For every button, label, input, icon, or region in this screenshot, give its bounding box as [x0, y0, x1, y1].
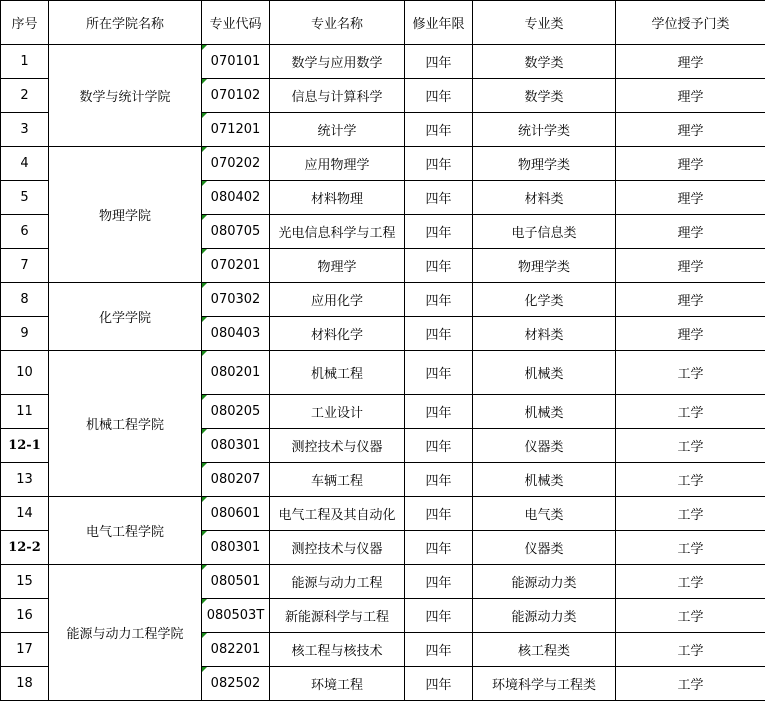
row-major-name: 光电信息科学与工程	[270, 215, 405, 249]
row-years: 四年	[405, 667, 473, 701]
row-seq: 2	[1, 79, 49, 113]
row-major-name: 核工程与核技术	[270, 633, 405, 667]
row-category: 环境科学与工程类	[473, 667, 616, 701]
row-degree: 理学	[616, 317, 765, 351]
row-major-name: 应用物理学	[270, 147, 405, 181]
row-years: 四年	[405, 181, 473, 215]
row-code: 070101	[202, 45, 270, 79]
row-major-name: 车辆工程	[270, 463, 405, 497]
row-code: 070202	[202, 147, 270, 181]
row-degree: 工学	[616, 497, 765, 531]
row-years: 四年	[405, 633, 473, 667]
row-seq: 12-1	[1, 429, 49, 463]
row-years: 四年	[405, 395, 473, 429]
row-category: 能源动力类	[473, 565, 616, 599]
row-major-name: 物理学	[270, 249, 405, 283]
row-category: 仪器类	[473, 531, 616, 565]
row-degree: 工学	[616, 395, 765, 429]
row-degree: 理学	[616, 249, 765, 283]
header-code: 专业代码	[202, 1, 270, 45]
row-major-name: 测控技术与仪器	[270, 429, 405, 463]
row-years: 四年	[405, 283, 473, 317]
row-major-name: 机械工程	[270, 351, 405, 395]
row-category: 物理学类	[473, 147, 616, 181]
row-code: 071201	[202, 113, 270, 147]
row-seq: 17	[1, 633, 49, 667]
row-years: 四年	[405, 79, 473, 113]
row-category: 物理学类	[473, 249, 616, 283]
row-category: 数学类	[473, 45, 616, 79]
row-code: 080601	[202, 497, 270, 531]
college-cell: 能源与动力工程学院	[49, 565, 202, 701]
row-years: 四年	[405, 463, 473, 497]
row-degree: 工学	[616, 667, 765, 701]
row-degree: 理学	[616, 283, 765, 317]
row-code: 070102	[202, 79, 270, 113]
row-code: 080207	[202, 463, 270, 497]
row-code: 082201	[202, 633, 270, 667]
row-major-name: 材料物理	[270, 181, 405, 215]
row-degree: 理学	[616, 147, 765, 181]
header-college: 所在学院名称	[49, 1, 202, 45]
header-major-name: 专业名称	[270, 1, 405, 45]
row-years: 四年	[405, 45, 473, 79]
row-code: 070201	[202, 249, 270, 283]
row-degree: 理学	[616, 215, 765, 249]
row-years: 四年	[405, 215, 473, 249]
row-code: 080301	[202, 429, 270, 463]
row-code: 082502	[202, 667, 270, 701]
row-degree: 工学	[616, 463, 765, 497]
table-row	[1, 45, 765, 79]
table-row	[1, 565, 765, 599]
row-code: 080201	[202, 351, 270, 395]
row-category: 电子信息类	[473, 215, 616, 249]
row-years: 四年	[405, 147, 473, 181]
row-major-name: 数学与应用数学	[270, 45, 405, 79]
row-degree: 工学	[616, 429, 765, 463]
row-major-name: 统计学	[270, 113, 405, 147]
row-seq: 12-2	[1, 531, 49, 565]
header-row	[1, 1, 765, 45]
row-degree: 理学	[616, 113, 765, 147]
college-cell: 电气工程学院	[49, 497, 202, 565]
row-category: 数学类	[473, 79, 616, 113]
row-seq: 6	[1, 215, 49, 249]
header-category: 专业类	[473, 1, 616, 45]
row-seq: 13	[1, 463, 49, 497]
row-category: 能源动力类	[473, 599, 616, 633]
row-years: 四年	[405, 113, 473, 147]
row-category: 核工程类	[473, 633, 616, 667]
row-degree: 工学	[616, 633, 765, 667]
row-seq: 15	[1, 565, 49, 599]
row-category: 化学类	[473, 283, 616, 317]
table-row	[1, 351, 765, 395]
header-seq: 序号	[1, 1, 49, 45]
college-cell: 化学学院	[49, 283, 202, 351]
row-years: 四年	[405, 429, 473, 463]
row-years: 四年	[405, 351, 473, 395]
row-seq: 14	[1, 497, 49, 531]
header-years: 修业年限	[405, 1, 473, 45]
row-major-name: 工业设计	[270, 395, 405, 429]
row-category: 电气类	[473, 497, 616, 531]
row-degree: 理学	[616, 45, 765, 79]
row-code: 080705	[202, 215, 270, 249]
row-code: 080402	[202, 181, 270, 215]
row-seq: 3	[1, 113, 49, 147]
row-code: 080205	[202, 395, 270, 429]
row-major-name: 新能源科学与工程	[270, 599, 405, 633]
row-degree: 工学	[616, 565, 765, 599]
row-category: 材料类	[473, 181, 616, 215]
row-degree: 工学	[616, 351, 765, 395]
row-major-name: 应用化学	[270, 283, 405, 317]
row-category: 统计学类	[473, 113, 616, 147]
row-seq: 5	[1, 181, 49, 215]
row-seq: 18	[1, 667, 49, 701]
row-seq: 9	[1, 317, 49, 351]
row-code: 080403	[202, 317, 270, 351]
row-years: 四年	[405, 565, 473, 599]
row-major-name: 材料化学	[270, 317, 405, 351]
row-category: 机械类	[473, 351, 616, 395]
row-years: 四年	[405, 249, 473, 283]
row-category: 机械类	[473, 463, 616, 497]
row-years: 四年	[405, 599, 473, 633]
row-code: 080501	[202, 565, 270, 599]
row-major-name: 信息与计算科学	[270, 79, 405, 113]
row-seq: 1	[1, 45, 49, 79]
row-major-name: 电气工程及其自动化	[270, 497, 405, 531]
table-row	[1, 147, 765, 181]
row-seq: 11	[1, 395, 49, 429]
row-seq: 8	[1, 283, 49, 317]
header-degree: 学位授予门类	[616, 1, 765, 45]
college-cell: 数学与统计学院	[49, 45, 202, 147]
row-degree: 工学	[616, 599, 765, 633]
row-degree: 工学	[616, 531, 765, 565]
row-degree: 理学	[616, 181, 765, 215]
table-row	[1, 497, 765, 531]
row-years: 四年	[405, 317, 473, 351]
row-seq: 7	[1, 249, 49, 283]
row-major-name: 能源与动力工程	[270, 565, 405, 599]
row-category: 材料类	[473, 317, 616, 351]
row-seq: 4	[1, 147, 49, 181]
college-cell: 物理学院	[49, 147, 202, 283]
row-major-name: 环境工程	[270, 667, 405, 701]
row-code: 080301	[202, 531, 270, 565]
row-years: 四年	[405, 497, 473, 531]
row-years: 四年	[405, 531, 473, 565]
row-code: 070302	[202, 283, 270, 317]
row-category: 仪器类	[473, 429, 616, 463]
college-cell: 机械工程学院	[49, 351, 202, 497]
row-seq: 16	[1, 599, 49, 633]
row-major-name: 测控技术与仪器	[270, 531, 405, 565]
row-category: 机械类	[473, 395, 616, 429]
row-code: 080503T	[202, 599, 270, 633]
table-row	[1, 283, 765, 317]
row-seq: 10	[1, 351, 49, 395]
row-degree: 理学	[616, 79, 765, 113]
